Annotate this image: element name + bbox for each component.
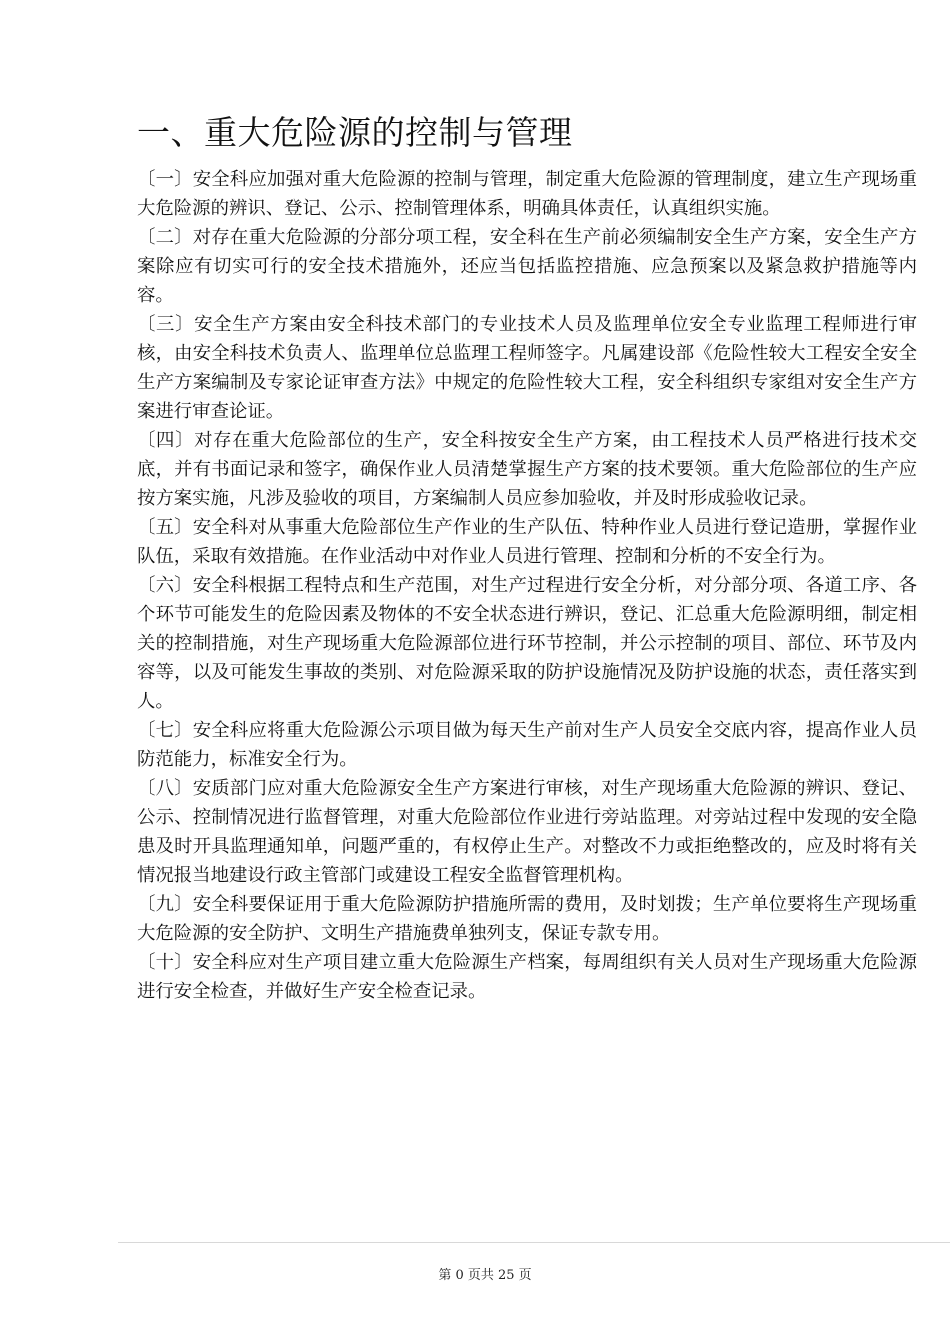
paragraph-8: 〔八〕安质部门应对重大危险源安全生产方案进行审核，对生产现场重大危险源的辨识、登记、公示、控制情况进行监督管理，对重大危险部位作业进行旁站监理。对旁站过程中发现的安全隐患及时开具监理通知单，问题严重的，有权停止生产。对整改不力或拒绝整改的，应及时将有关情况报当地建设行政主管部门或建设工程安全监督管理机构。: [137, 778, 917, 886]
page-number: 第 0 页共 25 页: [438, 1268, 532, 1283]
paragraph-5: 〔五〕安全科对从事重大危险部位生产作业的生产队伍、特种作业人员进行登记造册，掌握作业队伍，采取有效措施。在作业活动中对作业人员进行管理、控制和分析的不安全行为。: [137, 517, 917, 567]
paragraph-4: 〔四〕对存在重大危险部位的生产，安全科按安全生产方案，由工程技术人员严格进行技术交底，并有书面记录和签字，确保作业人员清楚掌握生产方案的技术要领。重大危险部位的生产应按方案实施，凡涉及验收的项目，方案编制人员应参加验收，并及时形成验收记录。: [137, 430, 917, 509]
paragraph-6: 〔六〕安全科根据工程特点和生产范围，对生产过程进行安全分析，对分部分项、各道工序、各个环节可能发生的危险因素及物体的不安全状态进行辨识，登记、汇总重大危险源明细，制定相关的控制措施，对生产现场重大危险源部位进行环节控制，并公示控制的项目、部位、环节及内容等，以及可能发生事故的类别、对危险源采取的防护设施情况及防护设施的状态，责任落实到人。: [137, 575, 917, 712]
paragraph-1: 〔一〕安全科应加强对重大危险源的控制与管理，制定重大危险源的管理制度，建立生产现场重大危险源的辨识、登记、公示、控制管理体系，明确具体责任，认真组织实施。: [137, 169, 917, 219]
paragraph-3: 〔三〕安全生产方案由安全科技术部门的专业技术人员及监理单位安全专业监理工程师进行审核，由安全科技术负责人、监理单位总监理工程师签字。凡属建设部《危险性较大工程安全安全生产方案编制及专家论证审查方法》中规定的危险性较大工程，安全科组织专家组对安全生产方案进行审查论证。: [137, 314, 917, 422]
paragraph-9: 〔九〕安全科要保证用于重大危险源防护措施所需的费用，及时划拨；生产单位要将生产现场重大危险源的安全防护、文明生产措施费单独列支，保证专款专用。: [137, 894, 917, 944]
paragraph-10: 〔十〕安全科应对生产项目建立重大危险源生产档案，每周组织有关人员对生产现场重大危险源进行安全检查，并做好生产安全检查记录。: [137, 952, 917, 1002]
document-body: [137, 165, 917, 1006]
footer-divider: [118, 1242, 950, 1243]
paragraph-7: 〔七〕安全科应将重大危险源公示项目做为每天生产前对生产人员安全交底内容，提高作业人员防范能力，标准安全行为。: [137, 720, 917, 770]
paragraph-2: 〔二〕对存在重大危险源的分部分项工程，安全科在生产前必须编制安全生产方案，安全生产方案除应有切实可行的安全技术措施外，还应当包括监控措施、应急预案以及紧急救护措施等内容。: [137, 227, 917, 306]
section-title: 一、重大危险源的控制与管理: [137, 113, 573, 152]
